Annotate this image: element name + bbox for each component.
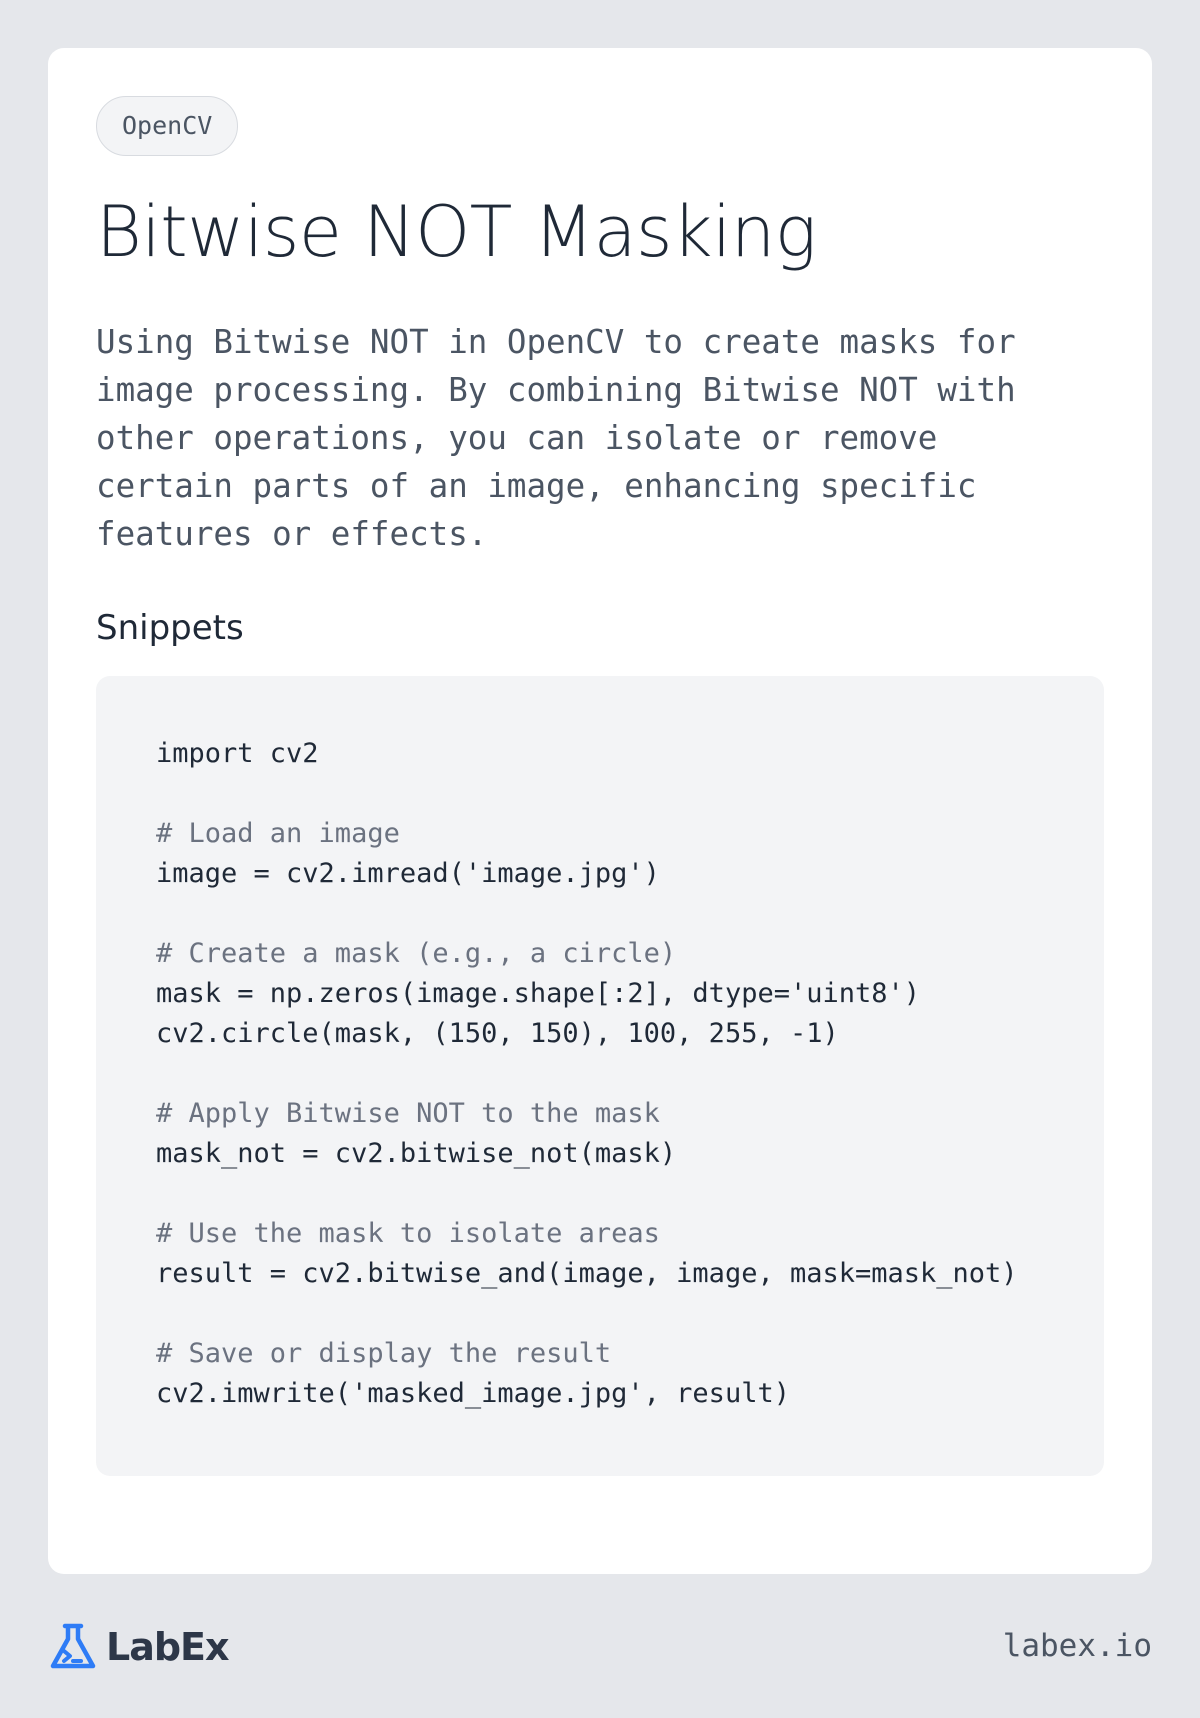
code-line [156, 1054, 1044, 1094]
code-line: image = cv2.imread('image.jpg') [156, 858, 660, 889]
content-card [48, 48, 1152, 1574]
code-line [156, 894, 1044, 934]
code-line [156, 1174, 1044, 1214]
site-url[interactable]: labex.io [1002, 1628, 1152, 1664]
snippets-heading: Snippets [96, 608, 244, 648]
logo-text: LabEx [106, 1625, 229, 1669]
code-comment: # Apply Bitwise NOT to the mask [156, 1098, 660, 1129]
description: Using Bitwise NOT in OpenCV to create masks for image processing. By combining Bitwise NOT with other operations, you can isolate or remove certain parts of an image, enhancing specific features or effects. [96, 323, 1016, 553]
code-line: mask_not = cv2.bitwise_not(mask) [156, 1138, 677, 1169]
code-line [156, 1294, 1044, 1334]
code-line: cv2.circle(mask, (150, 150), 100, 255, -1) [156, 1018, 839, 1049]
code-comment: # Use the mask to isolate areas [156, 1218, 660, 1249]
code-line: mask = np.zeros(image.shape[:2], dtype='uint8') [156, 978, 921, 1009]
page-title: Bitwise NOT Masking [96, 191, 817, 273]
topic-tag[interactable]: OpenCV [96, 96, 238, 156]
code-line: result = cv2.bitwise_and(image, image, mask=mask_not) [156, 1258, 1018, 1289]
code-comment: # Create a mask (e.g., a circle) [156, 938, 677, 969]
code-block [96, 676, 1104, 1476]
code-line [156, 774, 1044, 814]
labex-logo[interactable] [48, 1622, 229, 1672]
code-line: cv2.imwrite('masked_image.jpg', result) [156, 1378, 790, 1409]
code-comment: # Load an image [156, 818, 400, 849]
code-comment: # Save or display the result [156, 1338, 612, 1369]
code-line: import cv2 [156, 738, 319, 769]
flask-icon [48, 1622, 98, 1672]
footer [48, 1620, 1152, 1676]
